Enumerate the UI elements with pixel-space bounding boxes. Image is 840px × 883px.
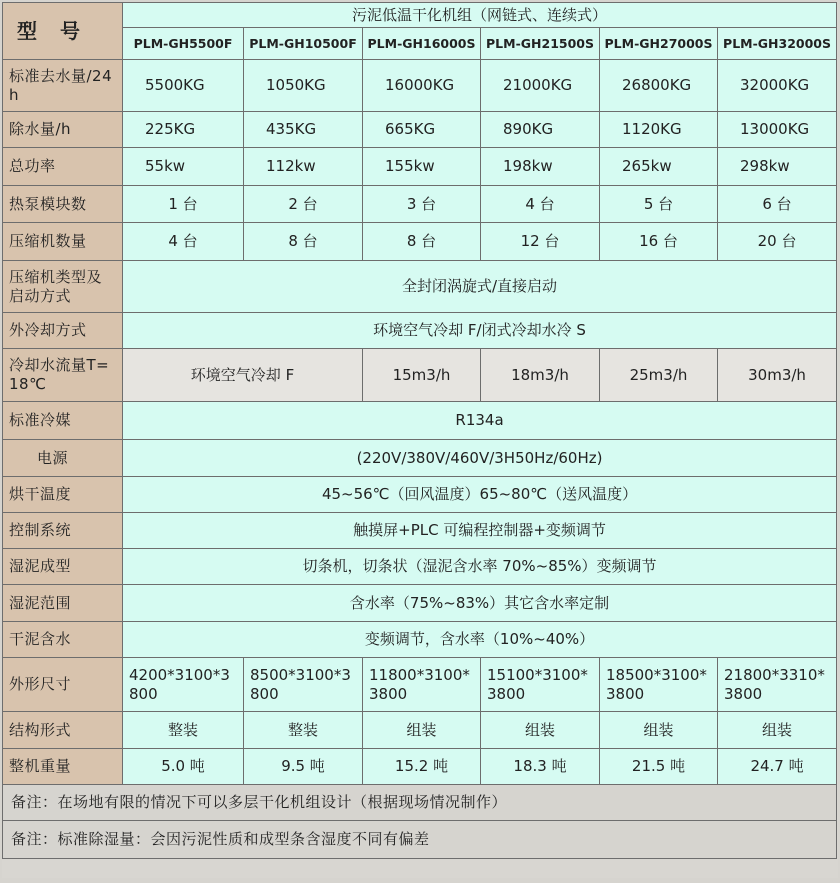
cell: 16000KG bbox=[363, 60, 481, 112]
row-label: 整机重量 bbox=[3, 749, 123, 785]
row-label: 烘干温度 bbox=[3, 477, 123, 513]
cell: 265kw bbox=[600, 148, 718, 186]
cell: 组装 bbox=[718, 712, 837, 749]
row-label: 控制系统 bbox=[3, 513, 123, 549]
cell: 5 台 bbox=[600, 186, 718, 223]
cell: 1120KG bbox=[600, 112, 718, 148]
control-row bbox=[3, 513, 837, 549]
cell: 9.5 吨 bbox=[244, 749, 363, 785]
model-name: PLM-GH5500F bbox=[123, 28, 244, 60]
row-label: 标准去水量/24h bbox=[3, 60, 123, 112]
power-supply-row bbox=[3, 440, 837, 477]
row-label: 外冷却方式 bbox=[3, 313, 123, 349]
note-text: 备注：标准除湿量：会因污泥性质和成型条含湿度不同有偏差 bbox=[3, 821, 837, 859]
title-row bbox=[3, 3, 837, 28]
cell: 含水率（75%~83%）其它含水率定制 bbox=[123, 585, 837, 622]
cell: 切条机，切条状（湿泥含水率 70%~85%）变频调节 bbox=[123, 549, 837, 585]
cell: 21.5 吨 bbox=[600, 749, 718, 785]
product-title: 污泥低温干化机组（网链式、连续式） bbox=[123, 3, 837, 28]
cell: R134a bbox=[123, 402, 837, 440]
note-row bbox=[3, 785, 837, 821]
cell: 组装 bbox=[600, 712, 718, 749]
cell: 20 台 bbox=[718, 223, 837, 261]
cell: 11800*3100*3800 bbox=[363, 658, 481, 712]
cell: 15.2 吨 bbox=[363, 749, 481, 785]
cell: 890KG bbox=[481, 112, 600, 148]
row-label: 干泥含水 bbox=[3, 622, 123, 658]
cell: 15m3/h bbox=[363, 349, 481, 402]
cell: 155kw bbox=[363, 148, 481, 186]
structure-row bbox=[3, 712, 837, 749]
cell: 触摸屏+PLC 可编程控制器+变频调节 bbox=[123, 513, 837, 549]
cell: 21000KG bbox=[481, 60, 600, 112]
cell: 12 台 bbox=[481, 223, 600, 261]
cell: 环境空气冷却 F bbox=[123, 349, 363, 402]
spec-sheet bbox=[2, 2, 838, 878]
cell: 25m3/h bbox=[600, 349, 718, 402]
note-row bbox=[3, 821, 837, 859]
refrigerant-row bbox=[3, 402, 837, 440]
cell: 8 台 bbox=[363, 223, 481, 261]
row-label: 冷却水流量T=18℃ bbox=[3, 349, 123, 402]
compressor-count-row bbox=[3, 223, 837, 261]
row-label: 标准冷媒 bbox=[3, 402, 123, 440]
model-name: PLM-GH10500F bbox=[244, 28, 363, 60]
flow-row bbox=[3, 349, 837, 402]
cell: 5500KG bbox=[123, 60, 244, 112]
cell: 组装 bbox=[363, 712, 481, 749]
cell: 24.7 吨 bbox=[718, 749, 837, 785]
cooling-row bbox=[3, 313, 837, 349]
forming-row bbox=[3, 549, 837, 585]
row-label: 除水量/h bbox=[3, 112, 123, 148]
cell: 4 台 bbox=[123, 223, 244, 261]
cell: 15100*3100*3800 bbox=[481, 658, 600, 712]
row-label: 湿泥成型 bbox=[3, 549, 123, 585]
cell: 45~56℃（回风温度）65~80℃（送风温度） bbox=[123, 477, 837, 513]
dry-water-row bbox=[3, 622, 837, 658]
cell: 组装 bbox=[481, 712, 600, 749]
model-row bbox=[3, 28, 837, 60]
cell: 32000KG bbox=[718, 60, 837, 112]
cell: 30m3/h bbox=[718, 349, 837, 402]
cell: 18m3/h bbox=[481, 349, 600, 402]
cell: 8 台 bbox=[244, 223, 363, 261]
cell: 18500*3100*3800 bbox=[600, 658, 718, 712]
cell: 1 台 bbox=[123, 186, 244, 223]
model-name: PLM-GH21500S bbox=[481, 28, 600, 60]
cell: 665KG bbox=[363, 112, 481, 148]
weight-row bbox=[3, 749, 837, 785]
cell: 环境空气冷却 F/闭式冷却水冷 S bbox=[123, 313, 837, 349]
cell: 整装 bbox=[244, 712, 363, 749]
row-label: 结构形式 bbox=[3, 712, 123, 749]
cell: 55kw bbox=[123, 148, 244, 186]
cell: 全封闭涡旋式/直接启动 bbox=[123, 261, 837, 313]
row-label: 外形尺寸 bbox=[3, 658, 123, 712]
row-label: 压缩机数量 bbox=[3, 223, 123, 261]
model-label: 型 号 bbox=[3, 3, 123, 60]
cell: 21800*3310*3800 bbox=[718, 658, 837, 712]
cell: 4200*3100*3800 bbox=[123, 658, 244, 712]
cell: 5.0 吨 bbox=[123, 749, 244, 785]
row-label: 电源 bbox=[3, 440, 123, 477]
spec-table bbox=[2, 2, 837, 859]
power-row bbox=[3, 148, 837, 186]
row-label: 压缩机类型及启动方式 bbox=[3, 261, 123, 313]
cell: 298kw bbox=[718, 148, 837, 186]
capacity-row bbox=[3, 60, 837, 112]
compressor-type-row bbox=[3, 261, 837, 313]
hourly-row bbox=[3, 112, 837, 148]
cell: 13000KG bbox=[718, 112, 837, 148]
cell: 6 台 bbox=[718, 186, 837, 223]
heatpump-row bbox=[3, 186, 837, 223]
cell: (220V/380V/460V/3H50Hz/60Hz) bbox=[123, 440, 837, 477]
model-name: PLM-GH16000S bbox=[363, 28, 481, 60]
cell: 整装 bbox=[123, 712, 244, 749]
drying-temp-row bbox=[3, 477, 837, 513]
row-label: 热泵模块数 bbox=[3, 186, 123, 223]
cell: 198kw bbox=[481, 148, 600, 186]
row-label: 湿泥范围 bbox=[3, 585, 123, 622]
cell: 225KG bbox=[123, 112, 244, 148]
cell: 435KG bbox=[244, 112, 363, 148]
cell: 1050KG bbox=[244, 60, 363, 112]
cell: 26800KG bbox=[600, 60, 718, 112]
cell: 3 台 bbox=[363, 186, 481, 223]
cell: 8500*3100*3800 bbox=[244, 658, 363, 712]
row-label: 总功率 bbox=[3, 148, 123, 186]
note-text: 备注：在场地有限的情况下可以多层干化机组设计（根据现场情况制作） bbox=[3, 785, 837, 821]
model-name: PLM-GH27000S bbox=[600, 28, 718, 60]
cell: 变频调节，含水率（10%~40%） bbox=[123, 622, 837, 658]
cell: 112kw bbox=[244, 148, 363, 186]
cell: 2 台 bbox=[244, 186, 363, 223]
wet-range-row bbox=[3, 585, 837, 622]
cell: 18.3 吨 bbox=[481, 749, 600, 785]
cell: 16 台 bbox=[600, 223, 718, 261]
model-name: PLM-GH32000S bbox=[718, 28, 837, 60]
dimensions-row bbox=[3, 658, 837, 712]
cell: 4 台 bbox=[481, 186, 600, 223]
